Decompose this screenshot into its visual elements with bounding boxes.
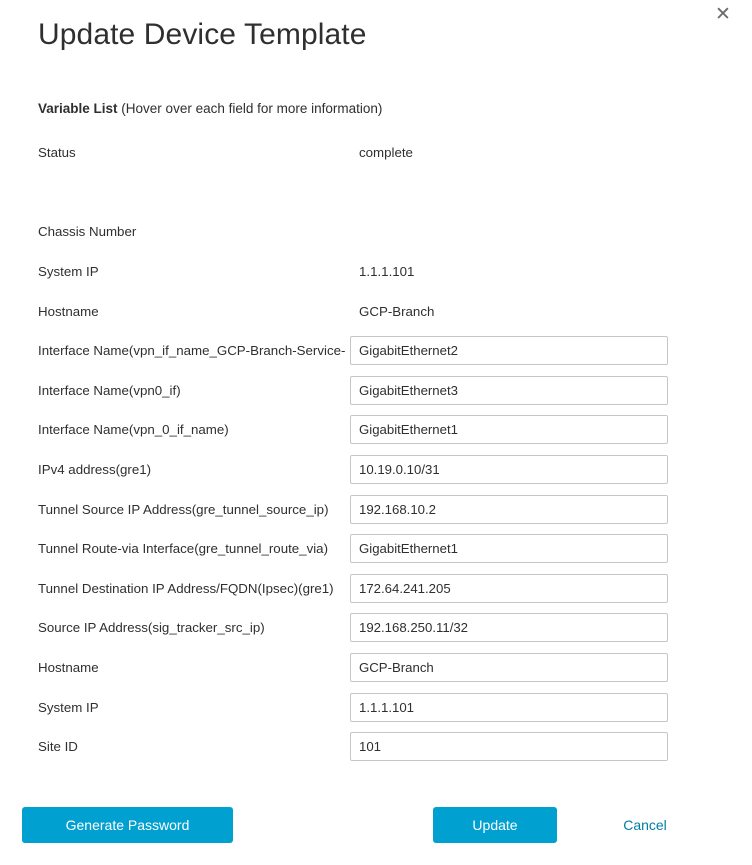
field-label: Source IP Address(sig_tracker_src_ip): [38, 620, 265, 636]
field-value: complete: [359, 145, 413, 161]
form-row: [0, 489, 752, 529]
form-row: [0, 331, 752, 371]
form-row: [0, 727, 752, 767]
form-row: [0, 133, 752, 173]
field-label: Status: [38, 145, 76, 161]
form-row: [0, 291, 752, 331]
field-label: Tunnel Source IP Address(gre_tunnel_source_ip): [38, 501, 329, 517]
form-row: [0, 173, 752, 213]
field-label: System IP: [38, 699, 99, 715]
field-input[interactable]: [350, 455, 668, 484]
form-row: [0, 648, 752, 688]
field-input[interactable]: [350, 336, 668, 365]
form-row: [0, 569, 752, 609]
variable-list-form: [0, 133, 752, 767]
field-label: IPv4 address(gre1): [38, 462, 152, 478]
form-row: [0, 450, 752, 490]
generate-password-button[interactable]: Generate Password: [22, 807, 233, 843]
field-label: Hostname: [38, 660, 99, 676]
field-input[interactable]: [350, 574, 668, 603]
cancel-button[interactable]: Cancel: [597, 807, 693, 843]
field-label: Interface Name(vpn_0_if_name): [38, 422, 229, 438]
field-input[interactable]: [350, 613, 668, 642]
field-label: Chassis Number: [38, 224, 137, 240]
field-label: Hostname: [38, 303, 99, 319]
field-input[interactable]: [350, 693, 668, 722]
field-label: Interface Name(vpn_if_name_GCP-Branch-Service-: [38, 343, 346, 359]
dialog-footer: [0, 807, 752, 843]
variable-list-label: Variable List: [38, 101, 118, 116]
form-row: [0, 371, 752, 411]
form-row: [0, 687, 752, 727]
form-row: [0, 212, 752, 252]
form-row: [0, 252, 752, 292]
field-input[interactable]: [350, 495, 668, 524]
field-input[interactable]: [350, 534, 668, 563]
form-row: [0, 410, 752, 450]
field-label: Tunnel Route-via Interface(gre_tunnel_route_via): [38, 541, 328, 557]
field-input[interactable]: [350, 653, 668, 682]
variable-list-header: [38, 101, 382, 116]
field-input[interactable]: [350, 732, 668, 761]
field-input[interactable]: [350, 415, 668, 444]
field-label: Site ID: [38, 739, 78, 755]
field-value: GCP-Branch: [359, 303, 435, 319]
page-title: Update Device Template: [38, 18, 367, 51]
form-row: [0, 608, 752, 648]
update-button[interactable]: Update: [433, 807, 557, 843]
field-input[interactable]: [350, 376, 668, 405]
variable-list-hint: (Hover over each field for more information): [117, 101, 383, 116]
close-icon[interactable]: ✕: [712, 4, 734, 26]
form-row: [0, 529, 752, 569]
field-value: 1.1.1.101: [359, 264, 415, 280]
field-label: System IP: [38, 264, 99, 280]
field-label: Interface Name(vpn0_if): [38, 382, 181, 398]
field-label: Tunnel Destination IP Address/FQDN(Ipsec)(gre1): [38, 580, 334, 596]
